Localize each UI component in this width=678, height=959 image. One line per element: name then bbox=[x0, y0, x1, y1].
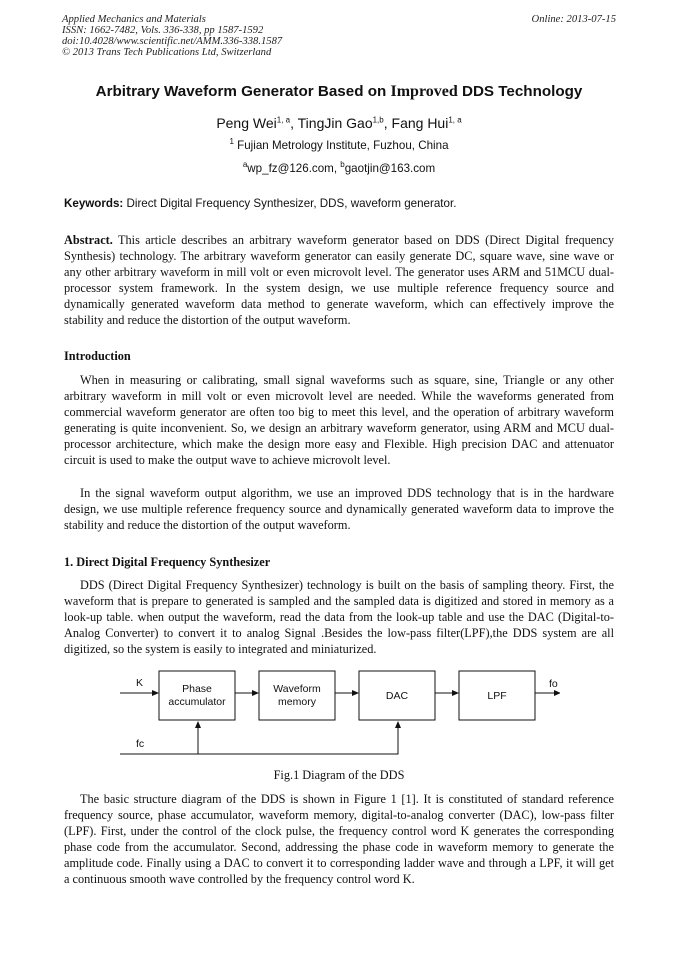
input-k-label: K bbox=[136, 677, 144, 689]
author-affiliation-mark: 1, a bbox=[276, 115, 291, 125]
figure-caption: Fig.1 Diagram of the DDS bbox=[273, 768, 405, 782]
abstract-label: Abstract. bbox=[64, 233, 113, 247]
keywords-text: Direct Digital Frequency Synthesizer, DDS, waveform generator. bbox=[123, 197, 457, 210]
journal-info bbox=[62, 14, 282, 58]
introduction-paragraph: In the signal waveform output algorithm, we use an improved DDS technology that is in the hardware design, we use multiple reference frequency source and dynamically generated waveform data to improve the stability and reduce the distortion of the output waveform. bbox=[64, 486, 614, 533]
journal-copyright: © 2013 Trans Tech Publications Ltd, Switzerland bbox=[62, 47, 272, 58]
block-waveform-memory bbox=[259, 671, 335, 720]
block-label: LPF bbox=[487, 690, 507, 702]
affiliation-mark: 1 bbox=[229, 137, 234, 147]
journal-name: Applied Mechanics and Materials bbox=[62, 14, 206, 25]
abstract bbox=[64, 232, 614, 329]
clock-fc-label: fc bbox=[136, 738, 145, 750]
affiliation-text: Fujian Metrology Institute, Fuzhou, China bbox=[233, 139, 449, 152]
title-part-1: Arbitrary Waveform Generator Based on bbox=[95, 83, 391, 100]
author-affiliation-mark: 1,b bbox=[372, 115, 384, 125]
email-address[interactable]: wp_fz@126.com bbox=[247, 162, 334, 175]
author-name: Fang Hui bbox=[391, 115, 449, 131]
email-mark: b bbox=[340, 160, 345, 170]
block-label: DAC bbox=[385, 690, 409, 702]
title-part-3: DDS Technology bbox=[457, 83, 583, 100]
introduction-paragraph: When in measuring or calibrating, small signal waveforms such as square, sine, Triangle or any other arbitrary waveform in mill volt or even microvolt level are needed. While the waveforms generated from commercial waveform generator are often too big to meet this level, and the operation of arbitrary waveform generating is quite inconvenient. So, we design an arbitrary waveform generator, using ARM and MCU dual-processor architecture, which make the design more easy and Flexible. High precision DAC and attenuator circuit is used to make the output wave to achieve microvolt level. bbox=[64, 373, 614, 468]
block-dac bbox=[359, 671, 435, 720]
block-phase-accumulator bbox=[159, 671, 235, 720]
block-label: Phase bbox=[182, 683, 212, 695]
block-label: memory bbox=[278, 696, 316, 708]
output-fo-label: fo bbox=[549, 678, 558, 690]
email-address[interactable]: gaotjin@163.com bbox=[344, 162, 436, 175]
journal-issn: ISSN: 1662-7482, Vols. 336-338, pp 1587-1592 bbox=[62, 25, 264, 36]
keywords-label: Keywords: bbox=[64, 197, 124, 210]
journal-doi: doi:10.4028/www.scientific.net/AMM.336-338.1587 bbox=[62, 36, 283, 47]
dds-diagram-svg bbox=[120, 666, 560, 766]
email-list: $^a$wp_fz@126.com, $^b$gaotjin@163.com bbox=[242, 160, 436, 175]
block-lpf bbox=[459, 671, 535, 720]
dds-block-diagram bbox=[120, 666, 560, 771]
section-1-paragraph: The basic structure diagram of the DDS is shown in Figure 1 [1]. It is constituted of standard reference frequency source, phase accumulator, waveform memory, digital-to-analog converter (DAC), low-pass filter (LPF). First, under the control of the clock pulse, the frequency control word K generates the corresponding phase code from the accumulator. Second, addressing the phase code in waveform memory to generate the amplitude code. Finally using a DAC to convert it to corresponding ladder wave and through a LPF, it will get a continuous smooth wave controlled by the frequency control word K. bbox=[64, 792, 614, 887]
block-label: Waveform bbox=[273, 683, 321, 695]
author-list: Peng Wei$^{1, a}$, TingJin Gao$^{1,b}$, Fang Hui$^{1, a}$ bbox=[216, 115, 462, 131]
section-1-paragraph: DDS (Direct Digital Frequency Synthesizer) technology is built on the basis of sampling theory. First, the waveform that is prepare to generated is sampled and the sampled data is digitized and stored in memory as a look-up table. when output the waveform, read the data from the look-up table and use the DAC (Digital-to-Analog Converter) to convert it to analog Signal .Besides the low-pass filter(LPF),the DDS system are all digitized, so the system is easily to integrated and miniaturized. bbox=[64, 578, 614, 657]
online-date: Online: 2013-07-15 bbox=[531, 14, 616, 25]
title-part-2: Improved bbox=[390, 83, 458, 100]
block-label: accumulator bbox=[168, 696, 226, 708]
email-mark: a bbox=[242, 160, 248, 170]
author-affiliation-mark: 1, a bbox=[448, 115, 462, 125]
introduction-heading: Introduction bbox=[64, 349, 131, 363]
author-name: TingJin Gao bbox=[297, 115, 373, 131]
author-name: Peng Wei bbox=[216, 115, 277, 131]
section-1-heading: 1. Direct Digital Frequency Synthesizer bbox=[64, 555, 271, 569]
abstract-text: This article describes an arbitrary waveform generator based on DDS (Direct Digital frequency Synthesis) technology. The arbitrary waveform generator can easily generate DC, square wave, sine wave or any other arbitrary waveform in mill volt or even microvolt level. The generator uses ARM and 51MCU dual-processor system framework. In the system design, we use multiple reference frequency source and dynamically generated waveform data method to generate waveform, which can effectively improve the stability and reduce the distortion of the output waveform. bbox=[64, 233, 614, 328]
paper-title bbox=[0, 83, 678, 101]
keywords bbox=[64, 197, 614, 210]
clock-line-to-dac bbox=[120, 722, 398, 754]
affiliation bbox=[0, 139, 678, 152]
